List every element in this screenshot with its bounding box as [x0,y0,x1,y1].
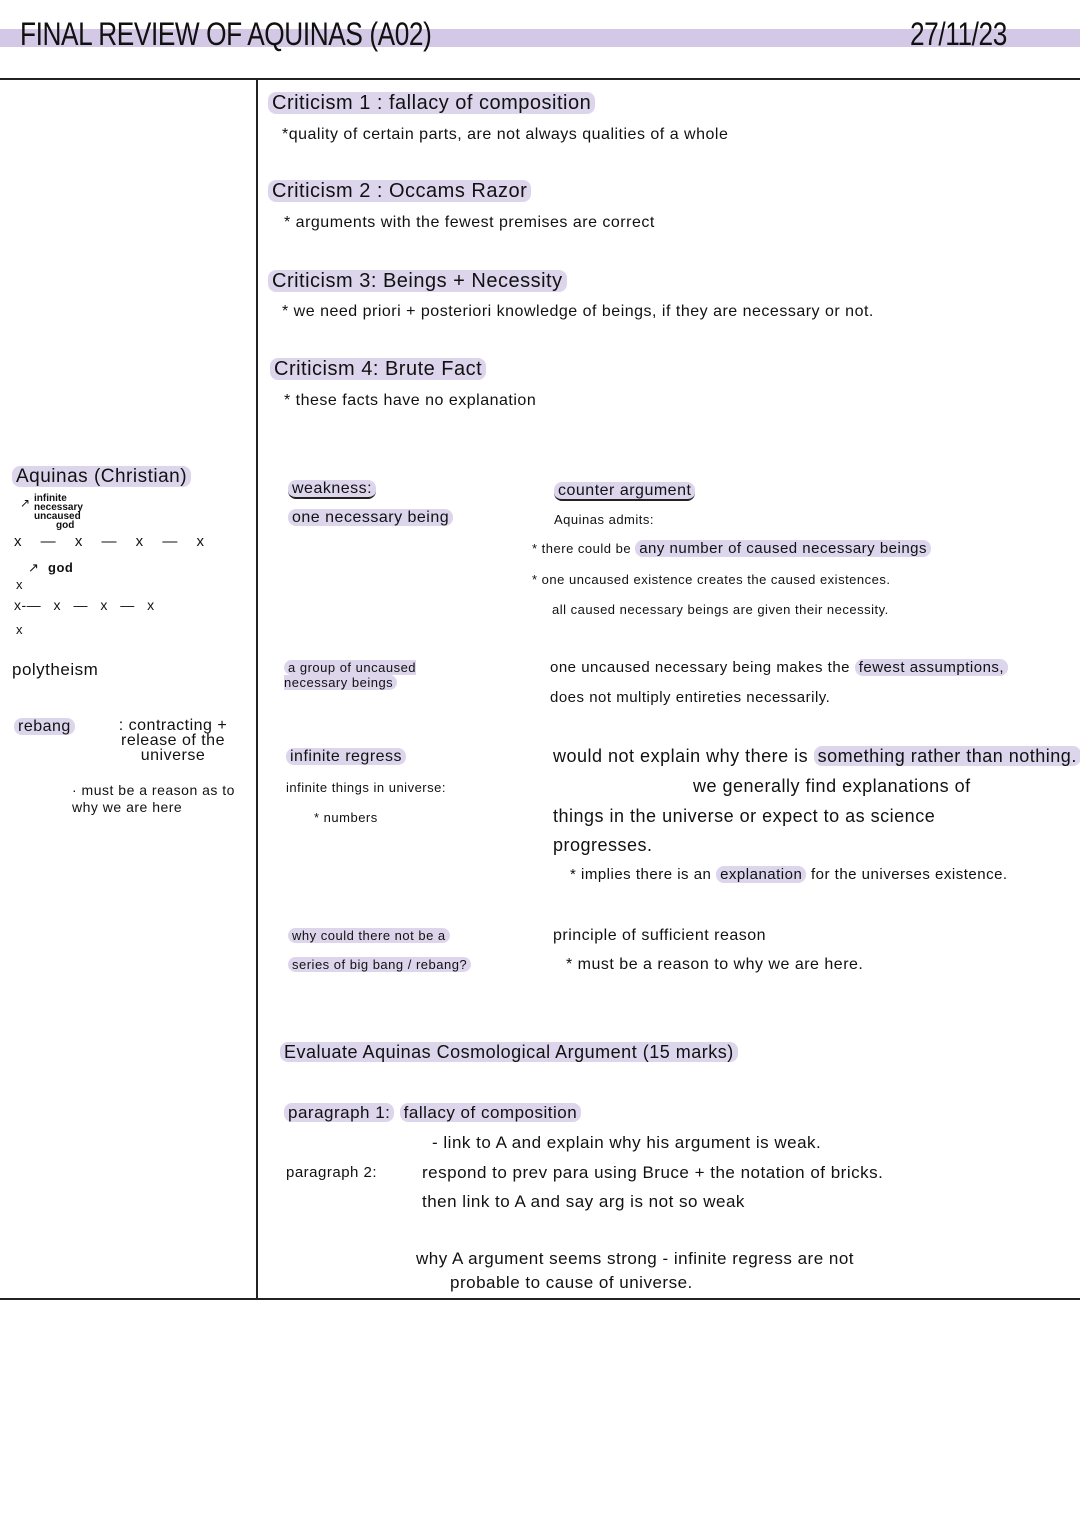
essay-title: Evaluate Aquinas Cosmological Argument (15 marks) [280,1042,738,1062]
counter-text: we generally find explanations of [693,776,971,796]
criticism-note: * we need priori + posteriori knowledge of beings, if they are necessary or not. [282,303,874,320]
paragraph-1-note: - link to A and explain why his argument is weak. [432,1133,822,1152]
weakness-item: why could there not be a [288,928,450,943]
diagram2-label: god [48,560,74,575]
label-necessary: necessary [34,502,83,513]
counter-point: * one uncaused existence creates the caused existences. [532,572,891,587]
label-infinite: infinite [34,493,67,504]
counter-header: counter argument [554,482,695,501]
criticism-note: *quality of certain parts, are not always qualities of a whole [282,126,729,143]
counter-text: * must be a reason to why we are here. [566,956,864,973]
counter-text: things in the universe or expect to as science [553,806,936,826]
label-uncaused: uncaused [34,511,81,522]
paragraph-2-note: respond to prev para using Bruce + the notation of bricks. [422,1163,884,1182]
counter-highlight: fewest assumptions, [855,659,1008,676]
header-divider [0,78,1080,80]
criticism-note: * arguments with the fewest premises are correct [284,214,655,231]
counter-intro: Aquinas admits: [554,512,654,527]
counter-highlight: something rather than nothing. [814,746,1080,766]
arrow-icon: ↗ [28,560,40,575]
criticism-title: Criticism 1 : fallacy of composition [268,92,595,114]
counter-text: principle of sufficient reason [553,927,767,944]
page-title: FINAL REVIEW OF AQUINAS (A02) [20,16,432,52]
diagram2-node: x [16,577,23,592]
closing-note: why A argument seems strong - infinite regress are not [416,1249,855,1268]
margin-divider [256,79,258,1299]
weakness-sub: * numbers [314,810,378,825]
rebang-note: · must be a reason as to why we are here [72,782,235,815]
counter-highlight: any number of caused necessary beings [635,540,931,557]
counter-point: all caused necessary beings are given their necessity. [552,602,889,617]
counter-text: does not multiply entireties necessarily. [550,689,831,706]
rebang-definition: : contracting + release of the universe [118,717,228,764]
counter-text: one uncaused necessary being makes the [550,659,851,676]
counter-text: progresses. [553,835,653,855]
diagram1-chain: x — x — x — x [14,533,205,550]
page-date: 27/11/23 [910,16,1007,52]
counter-text: would not explain why there is [553,746,809,766]
weakness-item: one necessary being [288,509,453,526]
diagram1-label [34,494,83,530]
diagram2-chain: x-— x — x — x [14,597,155,613]
counter-text: * implies there is an [570,866,712,883]
paragraph-2-label: paragraph 2: [286,1164,378,1181]
counter-text: for the universes existence. [810,866,1008,883]
polytheism-label: polytheism [12,660,99,679]
weakness-item: infinite regress [286,748,406,765]
label-god: god [56,520,75,531]
weakness-header: weakness: [288,480,376,499]
diagram2-node: x [16,622,23,637]
weakness-sub: infinite things in universe: [286,780,446,795]
paragraph-1-topic: fallacy of composition [400,1103,582,1122]
counter-highlight: explanation [716,866,806,883]
weakness-item: series of big bang / rebang? [288,957,471,972]
rebang-term: rebang [14,718,75,735]
counter-point: * there could be any number of caused necessary beings [532,540,931,557]
criticism-title: Criticism 2 : Occams Razor [268,180,531,202]
arrow-icon: ↗ [20,496,31,510]
footer-divider [0,1298,1080,1300]
paragraph-2-note: then link to A and say arg is not so weak [422,1192,745,1211]
weakness-item: a group of uncaused necessary beings [284,660,417,690]
sidebar-heading: Aquinas (Christian) [12,466,191,487]
closing-note: probable to cause of universe. [450,1273,693,1292]
criticism-title: Criticism 4: Brute Fact [270,358,486,380]
paragraph-1-label: paragraph 1: [284,1103,394,1122]
criticism-title: Criticism 3: Beings + Necessity [268,270,567,292]
criticism-note: * these facts have no explanation [284,392,537,409]
